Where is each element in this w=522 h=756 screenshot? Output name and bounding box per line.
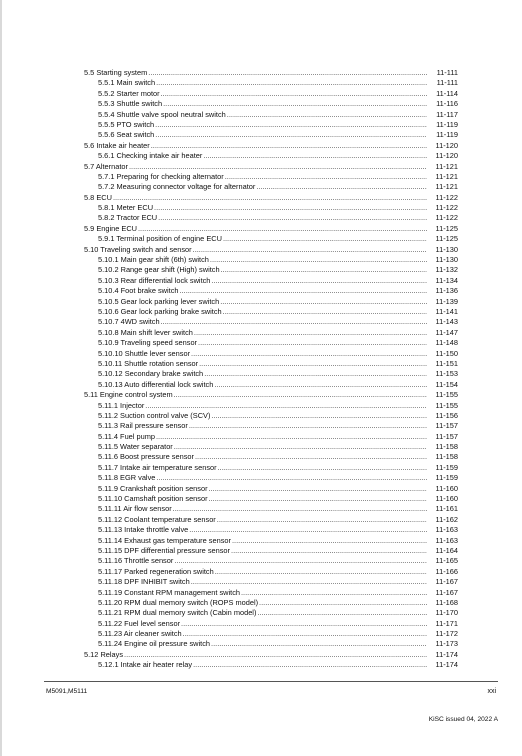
toc-entry-title: 5.11.9 Crankshaft position sensor bbox=[98, 483, 208, 493]
toc-entry-title: 5.6.1 Checking intake air heater bbox=[98, 151, 203, 161]
toc-entry-title: 5.9.1 Terminal position of engine ECU bbox=[98, 234, 222, 244]
toc-entry[interactable] bbox=[84, 162, 458, 172]
toc-leader-dots bbox=[217, 515, 427, 525]
toc-entry-page: 11-159 bbox=[435, 462, 458, 472]
toc-entry-title: 5.11.21 RPM dual memory switch (Cabin model) bbox=[98, 608, 257, 618]
toc-entry-title: 5.10.9 Traveling speed sensor bbox=[98, 338, 198, 348]
toc-entry-title: 5.9 Engine ECU bbox=[84, 223, 137, 233]
toc-entry-title: 5.11.20 RPM dual memory switch (ROPS model) bbox=[98, 597, 259, 607]
toc-leader-dots bbox=[138, 224, 427, 234]
toc-entry[interactable] bbox=[84, 255, 458, 265]
toc-entry-title: 5.8 ECU bbox=[84, 192, 112, 202]
toc-entry-title: 5.11.24 Engine oil pressure switch bbox=[98, 639, 211, 649]
toc-entry[interactable] bbox=[84, 286, 458, 296]
toc-entry[interactable] bbox=[84, 401, 458, 411]
toc-entry-title: 5.5.4 Shuttle valve spool neutral switch bbox=[98, 109, 226, 119]
toc-entry-page: 11-163 bbox=[435, 525, 458, 535]
toc-entry[interactable] bbox=[84, 608, 458, 618]
toc-entry[interactable] bbox=[84, 203, 458, 213]
toc-leader-dots bbox=[145, 401, 427, 411]
toc-entry-title: 5.11.17 Parked regeneration switch bbox=[98, 566, 214, 576]
issue-note: KiSC issued 04, 2022 A bbox=[428, 716, 498, 723]
toc-entry[interactable] bbox=[84, 193, 458, 203]
toc-entry-title: 5.11.14 Exhaust gas temperature sensor bbox=[98, 535, 231, 545]
toc-leader-dots bbox=[191, 349, 427, 359]
toc-entry-page: 11-155 bbox=[435, 390, 458, 400]
toc-entry-title: 5.10.3 Rear differential lock switch bbox=[98, 275, 211, 285]
toc-entry[interactable] bbox=[84, 120, 458, 130]
toc-entry[interactable] bbox=[84, 68, 458, 78]
toc-entry[interactable] bbox=[84, 390, 458, 400]
toc-leader-dots bbox=[225, 172, 427, 182]
toc-entry-title: 5.11.3 Rail pressure sensor bbox=[98, 421, 188, 431]
toc-leader-dots bbox=[191, 577, 427, 587]
toc-entry-title: 5.11.2 Suction control valve (SCV) bbox=[98, 410, 211, 420]
toc-entry[interactable] bbox=[84, 536, 458, 546]
toc-entry[interactable] bbox=[84, 338, 458, 348]
toc-entry[interactable] bbox=[84, 78, 458, 88]
toc-entry-page: 11-150 bbox=[435, 348, 458, 358]
toc-entry-title: 5.11 Engine control system bbox=[84, 390, 173, 400]
toc-leader-dots bbox=[218, 463, 427, 473]
toc-entry[interactable] bbox=[84, 213, 458, 223]
toc-entry-page: 11-122 bbox=[435, 213, 458, 223]
toc-leader-dots bbox=[223, 307, 427, 317]
toc-entry-page: 11-157 bbox=[435, 421, 458, 431]
toc-entry-page: 11-119 bbox=[436, 119, 458, 129]
toc-entry[interactable] bbox=[84, 473, 458, 483]
toc-leader-dots bbox=[189, 421, 427, 431]
toc-entry[interactable] bbox=[84, 452, 458, 462]
toc-entry-title: 5.10.6 Gear lock parking brake switch bbox=[98, 306, 222, 316]
toc-leader-dots bbox=[189, 525, 427, 535]
toc-leader-dots bbox=[241, 588, 427, 598]
toc-entry-page: 11-168 bbox=[435, 597, 458, 607]
toc-entry[interactable] bbox=[84, 546, 458, 556]
toc-entry-title: 5.11.6 Boost pressure sensor bbox=[98, 452, 194, 462]
toc-entry-title: 5.10.5 Gear lock parking lever switch bbox=[98, 296, 220, 306]
toc-leader-dots bbox=[181, 619, 427, 629]
toc-entry[interactable] bbox=[84, 411, 458, 421]
toc-entry[interactable] bbox=[84, 639, 458, 649]
toc-entry-page: 11-147 bbox=[435, 327, 458, 337]
toc-entry-page: 11-174 bbox=[435, 660, 458, 670]
toc-entry[interactable] bbox=[84, 588, 458, 598]
toc-entry-page: 11-174 bbox=[435, 649, 458, 659]
toc-entry[interactable] bbox=[84, 234, 458, 244]
toc-leader-dots bbox=[174, 556, 427, 566]
toc-leader-dots bbox=[158, 213, 427, 223]
toc-entry[interactable] bbox=[84, 660, 458, 670]
toc-entry-page: 11-154 bbox=[435, 379, 458, 389]
toc-entry-title: 5.11.15 DPF differential pressure sensor bbox=[98, 545, 231, 555]
table-of-contents bbox=[84, 68, 458, 671]
toc-entry[interactable] bbox=[84, 182, 458, 192]
toc-leader-dots bbox=[211, 639, 427, 649]
toc-entry[interactable] bbox=[84, 619, 458, 629]
toc-leader-dots bbox=[214, 380, 427, 390]
toc-entry-page: 11-157 bbox=[435, 431, 458, 441]
toc-leader-dots bbox=[151, 141, 427, 151]
toc-entry[interactable] bbox=[84, 265, 458, 275]
toc-entry-page: 11-122 bbox=[435, 192, 458, 202]
toc-entry[interactable] bbox=[84, 650, 458, 660]
toc-entry-page: 11-155 bbox=[435, 400, 458, 410]
toc-entry-title: 5.10.8 Main shift lever switch bbox=[98, 327, 193, 337]
toc-entry[interactable] bbox=[84, 89, 458, 99]
toc-leader-dots bbox=[232, 536, 427, 546]
toc-leader-dots bbox=[257, 608, 427, 618]
toc-entry[interactable] bbox=[84, 110, 458, 120]
toc-entry-title: 5.5 Starting system bbox=[84, 68, 148, 77]
toc-leader-dots bbox=[220, 297, 427, 307]
page-edge bbox=[0, 0, 2, 756]
toc-entry-page: 11-148 bbox=[435, 338, 458, 348]
toc-entry[interactable] bbox=[84, 421, 458, 431]
toc-entry-page: 11-130 bbox=[435, 255, 458, 265]
toc-entry-page: 11-160 bbox=[435, 483, 458, 493]
toc-leader-dots bbox=[221, 265, 427, 275]
toc-entry-page: 11-141 bbox=[435, 306, 458, 316]
toc-leader-dots bbox=[223, 234, 427, 244]
toc-entry[interactable] bbox=[84, 172, 458, 182]
toc-entry-page: 11-125 bbox=[435, 234, 458, 244]
toc-entry-title: 5.11.12 Coolant temperature sensor bbox=[98, 514, 216, 524]
toc-entry-title: 5.5.6 Seat switch bbox=[98, 130, 155, 140]
toc-entry-page: 11-163 bbox=[435, 535, 458, 545]
toc-entry[interactable] bbox=[84, 276, 458, 286]
toc-entry[interactable] bbox=[84, 130, 458, 140]
toc-entry[interactable] bbox=[84, 484, 458, 494]
toc-entry-page: 11-170 bbox=[435, 608, 458, 618]
toc-entry-title: 5.7 Alternator bbox=[84, 161, 128, 171]
toc-leader-dots bbox=[174, 390, 427, 400]
toc-entry-title: 5.11.8 EGR valve bbox=[98, 473, 156, 483]
toc-entry-page: 11-158 bbox=[435, 452, 458, 462]
toc-leader-dots bbox=[204, 369, 427, 379]
toc-entry-page: 11-173 bbox=[435, 639, 458, 649]
toc-entry-page: 11-166 bbox=[435, 566, 458, 576]
toc-entry-page: 11-172 bbox=[435, 629, 458, 639]
toc-entry-page: 11-132 bbox=[435, 265, 458, 275]
toc-entry-page: 11-111 bbox=[436, 68, 458, 77]
toc-entry[interactable] bbox=[84, 577, 458, 587]
toc-entry[interactable] bbox=[84, 99, 458, 109]
toc-leader-dots bbox=[227, 110, 427, 120]
toc-entry-page: 11-121 bbox=[435, 182, 458, 192]
footer-divider bbox=[44, 681, 498, 682]
toc-entry-title: 5.11.7 Intake air temperature sensor bbox=[98, 462, 217, 472]
toc-entry-title: 5.10 Traveling switch and sensor bbox=[84, 244, 192, 254]
toc-entry[interactable] bbox=[84, 245, 458, 255]
toc-entry-page: 11-153 bbox=[435, 369, 458, 379]
toc-entry[interactable] bbox=[84, 515, 458, 525]
toc-entry[interactable] bbox=[84, 349, 458, 359]
toc-entry-title: 5.11.19 Constant RPM management switch bbox=[98, 587, 240, 597]
toc-leader-dots bbox=[148, 68, 427, 78]
toc-entry[interactable] bbox=[84, 380, 458, 390]
toc-entry-page: 11-121 bbox=[435, 171, 458, 181]
toc-leader-dots bbox=[193, 245, 427, 255]
toc-entry-title: 5.8.2 Tractor ECU bbox=[98, 213, 158, 223]
toc-leader-dots bbox=[155, 130, 427, 140]
toc-entry-page: 11-164 bbox=[435, 545, 458, 555]
toc-entry-page: 11-167 bbox=[435, 587, 458, 597]
toc-leader-dots bbox=[256, 182, 427, 192]
toc-leader-dots bbox=[113, 193, 427, 203]
toc-entry[interactable] bbox=[84, 317, 458, 327]
toc-entry-title: 5.11.5 Water separator bbox=[98, 442, 173, 452]
toc-leader-dots bbox=[173, 504, 427, 514]
toc-leader-dots bbox=[199, 359, 427, 369]
toc-entry[interactable] bbox=[84, 629, 458, 639]
toc-leader-dots bbox=[259, 598, 427, 608]
toc-entry-title: 5.10.13 Auto differential lock switch bbox=[98, 379, 214, 389]
toc-entry-title: 5.11.10 Camshaft position sensor bbox=[98, 494, 208, 504]
toc-entry-title: 5.5.3 Shuttle switch bbox=[98, 99, 163, 109]
toc-entry[interactable] bbox=[84, 328, 458, 338]
toc-leader-dots bbox=[198, 338, 427, 348]
toc-entry-title: 5.11.16 Throttle sensor bbox=[98, 556, 174, 566]
toc-entry[interactable] bbox=[84, 567, 458, 577]
toc-entry-page: 11-117 bbox=[436, 109, 458, 119]
toc-entry-page: 11-125 bbox=[435, 223, 458, 233]
toc-entry-title: 5.10.2 Range gear shift (High) switch bbox=[98, 265, 220, 275]
toc-leader-dots bbox=[203, 151, 427, 161]
toc-entry[interactable] bbox=[84, 463, 458, 473]
toc-entry-page: 11-158 bbox=[435, 442, 458, 452]
toc-entry-page: 11-111 bbox=[436, 78, 458, 88]
toc-entry-title: 5.5.2 Starter motor bbox=[98, 88, 160, 98]
toc-entry[interactable] bbox=[84, 432, 458, 442]
toc-leader-dots bbox=[155, 120, 427, 130]
toc-leader-dots bbox=[156, 473, 427, 483]
toc-entry-page: 11-161 bbox=[435, 504, 458, 514]
footer-page-number: xxi bbox=[487, 688, 496, 695]
toc-entry-title: 5.7.1 Preparing for checking alternator bbox=[98, 171, 224, 181]
toc-entry[interactable] bbox=[84, 369, 458, 379]
toc-leader-dots bbox=[174, 442, 427, 452]
toc-leader-dots bbox=[231, 546, 427, 556]
toc-entry-title: 5.12.1 Intake air heater relay bbox=[98, 660, 193, 670]
toc-leader-dots bbox=[194, 328, 427, 338]
toc-entry-page: 11-120 bbox=[435, 151, 458, 161]
toc-entry-page: 11-143 bbox=[435, 317, 458, 327]
toc-entry-page: 11-130 bbox=[435, 244, 458, 254]
toc-entry[interactable] bbox=[84, 151, 458, 161]
toc-entry-title: 5.5.1 Main switch bbox=[98, 78, 156, 88]
toc-entry-page: 11-122 bbox=[435, 203, 458, 213]
toc-entry[interactable] bbox=[84, 556, 458, 566]
toc-entry-title: 5.11.23 Air cleaner switch bbox=[98, 629, 182, 639]
toc-leader-dots bbox=[183, 629, 427, 639]
toc-entry-page: 11-136 bbox=[435, 286, 458, 296]
toc-entry-page: 11-165 bbox=[435, 556, 458, 566]
toc-entry-page: 11-151 bbox=[435, 358, 458, 368]
toc-entry[interactable] bbox=[84, 359, 458, 369]
toc-entry-page: 11-134 bbox=[435, 275, 458, 285]
toc-entry[interactable] bbox=[84, 442, 458, 452]
toc-leader-dots bbox=[180, 286, 427, 296]
toc-entry-page: 11-167 bbox=[435, 577, 458, 587]
toc-entry-title: 5.7.2 Measuring connector voltage for alternator bbox=[98, 182, 256, 192]
toc-entry-page: 11-116 bbox=[436, 99, 458, 109]
toc-entry-title: 5.10.12 Secondary brake switch bbox=[98, 369, 204, 379]
toc-entry[interactable] bbox=[84, 224, 458, 234]
toc-entry-title: 5.11.22 Fuel level sensor bbox=[98, 618, 181, 628]
toc-entry-page: 11-159 bbox=[435, 473, 458, 483]
toc-entry-page: 11-160 bbox=[435, 494, 458, 504]
toc-entry-title: 5.10.7 4WD switch bbox=[98, 317, 160, 327]
toc-entry[interactable] bbox=[84, 494, 458, 504]
toc-entry-title: 5.11.4 Fuel pump bbox=[98, 431, 155, 441]
toc-entry-page: 11-119 bbox=[436, 130, 458, 140]
toc-leader-dots bbox=[215, 567, 427, 577]
toc-entry-title: 5.12 Relays bbox=[84, 649, 124, 659]
toc-leader-dots bbox=[161, 89, 427, 99]
toc-entry-page: 11-139 bbox=[435, 296, 458, 306]
toc-entry-title: 5.11.13 Intake throttle valve bbox=[98, 525, 189, 535]
toc-leader-dots bbox=[209, 484, 427, 494]
toc-leader-dots bbox=[163, 99, 427, 109]
toc-leader-dots bbox=[161, 317, 427, 327]
toc-entry-page: 11-156 bbox=[435, 410, 458, 420]
toc-leader-dots bbox=[210, 255, 427, 265]
toc-entry-title: 5.8.1 Meter ECU bbox=[98, 203, 154, 213]
toc-entry[interactable] bbox=[84, 525, 458, 535]
toc-entry[interactable] bbox=[84, 598, 458, 608]
toc-entry-page: 11-171 bbox=[435, 618, 458, 628]
toc-leader-dots bbox=[156, 432, 427, 442]
toc-entry-title: 5.10.10 Shuttle lever sensor bbox=[98, 348, 191, 358]
toc-leader-dots bbox=[154, 203, 427, 213]
toc-entry[interactable] bbox=[84, 504, 458, 514]
toc-leader-dots bbox=[193, 660, 427, 670]
toc-leader-dots bbox=[124, 650, 427, 660]
toc-leader-dots bbox=[156, 78, 427, 88]
toc-leader-dots bbox=[129, 162, 427, 172]
toc-leader-dots bbox=[211, 276, 427, 286]
toc-entry[interactable] bbox=[84, 141, 458, 151]
toc-entry[interactable] bbox=[84, 297, 458, 307]
toc-leader-dots bbox=[195, 452, 427, 462]
toc-entry-title: 5.6 Intake air heater bbox=[84, 140, 150, 150]
toc-leader-dots bbox=[209, 494, 427, 504]
toc-entry-title: 5.11.18 DPF INHIBIT switch bbox=[98, 577, 190, 587]
toc-entry-page: 11-114 bbox=[436, 88, 458, 98]
toc-entry-page: 11-162 bbox=[435, 514, 458, 524]
toc-leader-dots bbox=[211, 411, 427, 421]
toc-entry-title: 5.10.4 Foot brake switch bbox=[98, 286, 179, 296]
toc-entry-title: 5.11.11 Air flow sensor bbox=[98, 504, 172, 514]
toc-entry-title: 5.10.1 Main gear shift (6th) switch bbox=[98, 255, 209, 265]
footer-model: M5091,M5111 bbox=[46, 688, 88, 695]
toc-entry-title: 5.5.5 PTO switch bbox=[98, 119, 155, 129]
toc-entry-title: 5.10.11 Shuttle rotation sensor bbox=[98, 358, 199, 368]
toc-entry[interactable] bbox=[84, 307, 458, 317]
toc-entry-title: 5.11.1 Injector bbox=[98, 400, 145, 410]
toc-entry-page: 11-120 bbox=[435, 140, 458, 150]
toc-entry-page: 11-121 bbox=[435, 161, 458, 171]
